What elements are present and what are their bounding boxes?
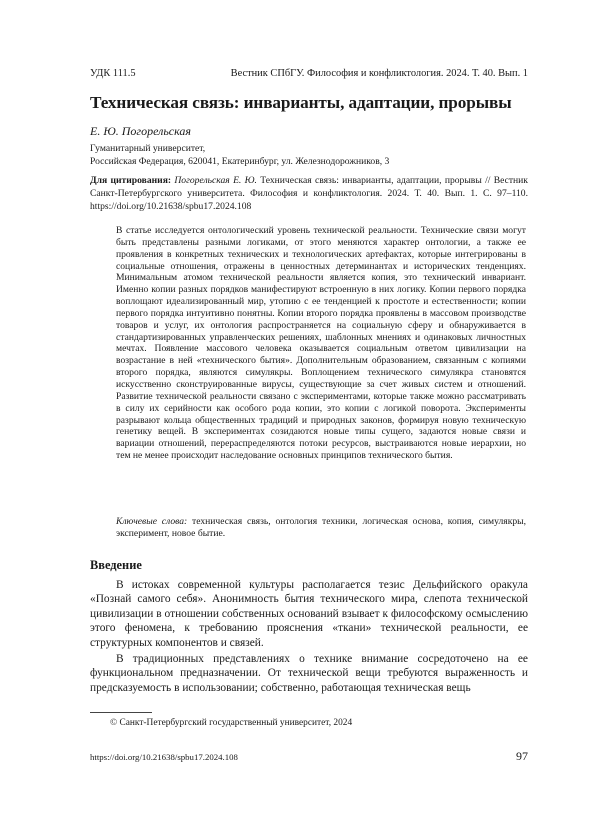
citation-text: Техническая связь: инварианты, адаптации, прорывы // Вестник Санкт-Петербургского университета. Философия и конфликтология. 2024. Т. 40. Вып. 1. С. 97–110. https://doi.org/10.21638/spbu17.2024.108 <box>90 175 528 212</box>
keywords-text: техническая связь, онтология техники, логическая основа, копия, симулякры, эксперимент, новое бытие. <box>116 516 526 539</box>
running-header <box>90 68 528 79</box>
section-heading: Введение <box>90 558 142 572</box>
affiliation-line: Российская Федерация, 620041, Екатеринбург, ул. Железнодорожников, 3 <box>90 155 390 167</box>
body-text <box>90 578 528 697</box>
journal-info: Вестник СПбГУ. Философия и конфликтология. 2024. Т. 40. Вып. 1 <box>230 68 528 79</box>
copyright-footnote: © Санкт-Петербургский государственный университет, 2024 <box>110 718 353 728</box>
doi-link[interactable]: https://doi.org/10.21638/spbu17.2024.108 <box>90 752 238 762</box>
article-title: Техническая связь: инварианты, адаптации, прорывы <box>90 93 512 112</box>
body-paragraph: В истоках современной культуры располагается тезис Дельфийского оракула «Познай самого себя». Анонимность бытия технического мира, слепота технической цивилизации в отношении собственных оснований взывает к философскому осмыслению этого феномена, к требованию прояснения «ткани» технической реальности, ее структурных компонентов и связей. <box>90 579 528 649</box>
abstract-text: В статье исследуется онтологический уровень технической реальности. Технические связи могут быть представлены разными логиками, от этого меняются характер онтологии, а также ее проявления в конкретных технических и технологических артефактах, которые интегрированы в социальные отношения, отражены в ценностных детерминантах и исторических тенденциях. Минимальным атомом технической реальности является копия, это технический инвариант. Именно копии разных порядков манифестируют встроенную в них логику. Копии первого порядка воплощают идеализированный мир, утопию с ее тенденцией к простоте и естественности; копии первого порядка интуитивно понятны. Копии второго порядка проявлены в массовом производстве товаров и услуг, их онтология распространяется на социальную сферу и обнаруживается в стандартизированных управленческих решениях, шаблонных мнениях и одинаковых личностных мечтах. Появление массового человека оказывается социальным ответом цивилизации на возрастание в ней «технического бытия». Дополнительным образованием, связанным с копиями второго порядка, являются симулякры. Воплощением технического симулякра становятся искусственно сконструированные вирусы, существующие за счет живых систем и отношений. Развитие технической реальности связано с экспериментами, которые также можно рассматривать в силу их серийности как особого рода копии, это копии с логикой поворота. Эксперименты разрывают кольца общественных традиций и природных законов, формируя новую техническую генетику вещей. В экспериментах созидаются новые типы сущего, задаются новые связи и вариации отношений, перераспределяются потоки ресурсов, выстраиваются новые иерархии, но тем не менее происходит наследование основных принципов технического бытия. <box>116 225 526 462</box>
body-paragraph: В традиционных представлениях о технике внимание сосредоточено на ее функциональном предназначении. От технической вещи требуются выраженность и предсказуемость в использовании; собственно, работающая техническая вещь <box>90 653 528 694</box>
citation-author: Погорельская Е. Ю. <box>174 175 257 186</box>
affiliation <box>90 143 528 169</box>
page-footer <box>90 749 528 764</box>
keywords-label: Ключевые слова: <box>116 516 188 527</box>
citation-block <box>90 174 528 213</box>
author-name: Е. Ю. Погорельская <box>90 124 192 138</box>
footnote-divider <box>90 712 152 713</box>
keywords-block <box>116 516 526 540</box>
affiliation-line: Гуманитарный университет, <box>90 143 206 154</box>
abstract <box>116 225 526 462</box>
page-number: 97 <box>516 749 528 763</box>
udk-code: УДК 111.5 <box>90 68 136 79</box>
citation-label: Для цитирования: <box>90 175 172 186</box>
